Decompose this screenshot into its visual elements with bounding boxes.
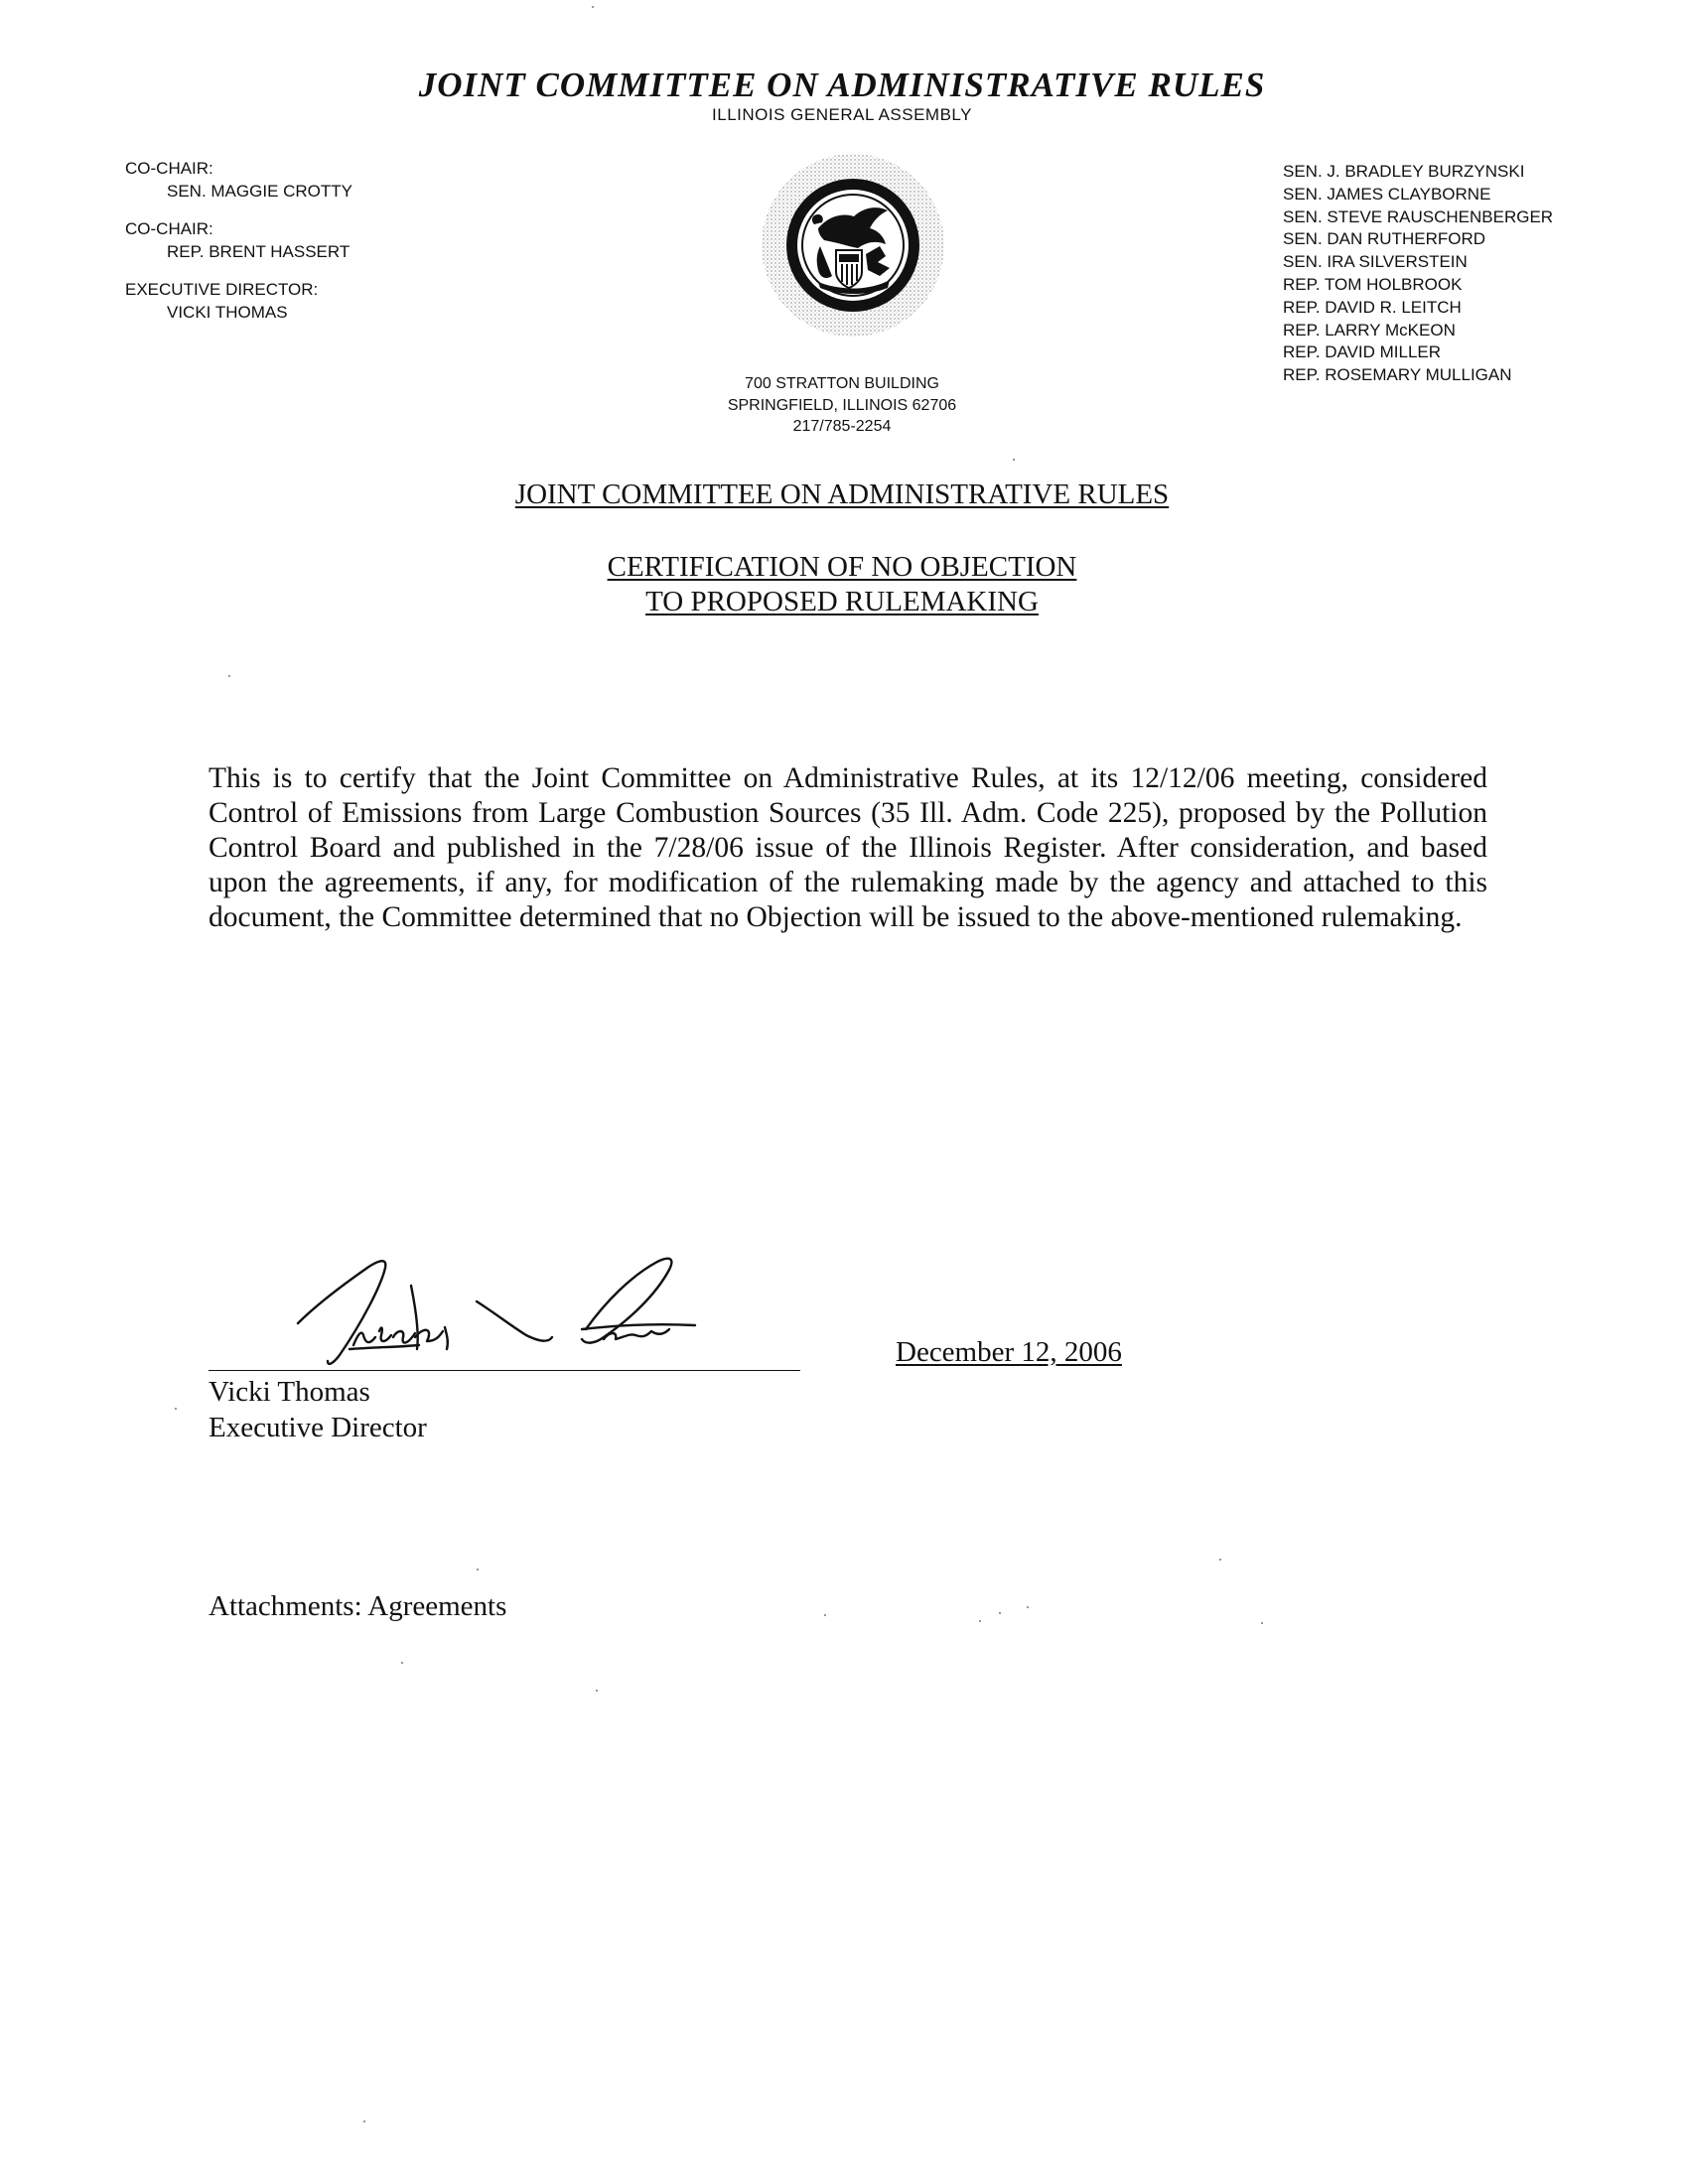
member-name: SEN. J. BRADLEY BURZYNSKI (1283, 162, 1525, 181)
scan-speck (228, 675, 230, 677)
officers-list (125, 157, 352, 339)
member-name: REP. TOM HOLBROOK (1283, 274, 1463, 294)
scan-speck (592, 6, 594, 8)
officer-name: VICKI THOMAS (167, 303, 288, 322)
certification-title (0, 550, 1684, 619)
officer-executive-director (125, 278, 352, 324)
scan-speck (1027, 1606, 1029, 1608)
officer-name: REP. BRENT HASSERT (167, 242, 351, 261)
member-name: SEN. DAN RUTHERFORD (1283, 229, 1486, 249)
signer-block (209, 1374, 427, 1445)
scan-speck (175, 1408, 177, 1410)
member-name: REP. ROSEMARY MULLIGAN (1283, 365, 1512, 385)
letterhead-subtitle: ILLINOIS GENERAL ASSEMBLY (712, 105, 972, 124)
document-heading: JOINT COMMITTEE ON ADMINISTRATIVE RULES (514, 478, 1170, 510)
member-name: SEN. STEVE RAUSCHENBERGER (1283, 206, 1554, 226)
scan-speck (979, 1620, 981, 1622)
scan-speck (999, 1612, 1001, 1614)
certification-title-line-1: CERTIFICATION OF NO OBJECTION (607, 551, 1077, 583)
officer-role: CO-CHAIR: (125, 159, 213, 178)
address-line-1: 700 STRATTON BUILDING (745, 375, 939, 392)
address-line-2: SPRINGFIELD, ILLINOIS 62706 (727, 396, 957, 414)
signature-line (209, 1370, 800, 1371)
illinois-state-seal-icon (759, 151, 947, 340)
certification-date: December 12, 2006 (896, 1336, 1122, 1368)
scan-speck (1219, 1559, 1221, 1561)
attachments-note: Attachments: Agreements (209, 1590, 507, 1622)
committee-address (0, 373, 1684, 438)
officer-name: SEN. MAGGIE CROTTY (167, 182, 353, 201)
certification-body: This is to certify that the Joint Committee on Administrative Rules, at its 12/12/06 meeting, considered Control of Emissions from Large Combustion Sources (35 Ill. Adm. Code 225), proposed by the Pollution Control Board and published in the 7/28/06 issue of the Illinois Register. After consideration, and based upon the agreements, if any, for modification of the rulemaking made by the agency and attached to this document, the Committee determined that no Objection will be issued to the above-mentioned rulemaking. (209, 762, 1487, 933)
member-name: REP. DAVID MILLER (1283, 342, 1442, 362)
scan-speck (824, 1614, 826, 1616)
scan-speck (401, 1662, 403, 1664)
scan-speck (596, 1690, 598, 1692)
letterhead-title: JOINT COMMITTEE ON ADMINISTRATIVE RULES (418, 66, 1266, 104)
handwritten-signature (288, 1246, 705, 1375)
officer-co-chair-1 (125, 157, 352, 203)
scan-speck (477, 1569, 479, 1570)
scan-speck (363, 2120, 365, 2122)
scan-speck (1261, 1622, 1263, 1624)
member-name: SEN. IRA SILVERSTEIN (1283, 252, 1468, 272)
member-name: REP. DAVID R. LEITCH (1283, 297, 1462, 317)
member-name: SEN. JAMES CLAYBORNE (1283, 184, 1491, 204)
officer-co-chair-2 (125, 217, 352, 263)
officer-role: EXECUTIVE DIRECTOR: (125, 280, 319, 299)
signer-name: Vicki Thomas (209, 1376, 370, 1408)
scan-speck (1013, 459, 1015, 461)
signer-title: Executive Director (209, 1412, 427, 1443)
certification-title-line-2: TO PROPOSED RULEMAKING (645, 586, 1039, 617)
members-list (1283, 161, 1553, 387)
officer-role: CO-CHAIR: (125, 219, 213, 238)
address-phone: 217/785-2254 (792, 418, 892, 435)
member-name: REP. LARRY McKEON (1283, 320, 1456, 340)
